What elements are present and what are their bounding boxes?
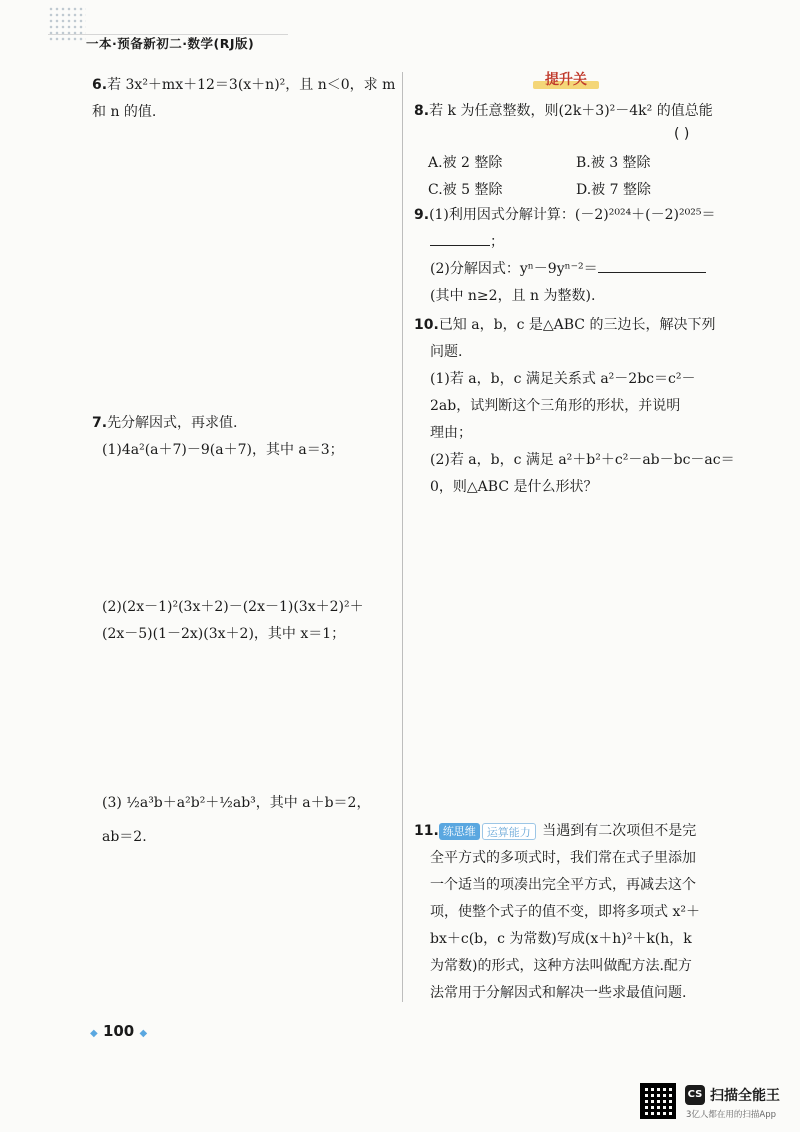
section-label: 提升关	[531, 70, 601, 90]
option-b: B.被 3 整除	[576, 155, 651, 171]
subquestion-2: (2)分解因式：yⁿ－9yⁿ⁻²＝	[430, 261, 598, 277]
question-7-part-2	[102, 594, 364, 648]
subquestion-1: (1)利用因式分解计算：(－2)²⁰²⁴＋(－2)²⁰²⁵＝	[429, 207, 716, 223]
tag-thinking: 练思维	[439, 823, 480, 840]
answer-parentheses: ( )	[674, 126, 690, 142]
question-number: 9.	[414, 207, 430, 223]
question-text: 当遇到有二次项但不是完	[542, 823, 697, 839]
question-8	[414, 98, 713, 125]
subquestion-2-line-1: (2)(2x－1)²(3x＋2)－(2x－1)(3x＋2)²＋	[102, 599, 364, 615]
subquestion-1: (1)4a²(a＋7)－9(a＋7)，其中 a＝3；	[102, 442, 344, 458]
question-text: 法常用于分解因式和解决一些求最值问题.	[430, 985, 687, 1001]
subquestion-1: 2ab，试判断这个三角形的形状，并说明	[430, 398, 681, 414]
subquestion-3-line-2: ab＝2.	[102, 829, 147, 845]
question-10	[414, 312, 735, 501]
subquestion-2-line-2: (2x－5)(1－2x)(3x＋2)，其中 x＝1；	[102, 626, 346, 642]
question-text: 为常数)的形式，这种方法叫做配方法.配方	[430, 958, 692, 974]
app-tagline: 3亿人都在用的扫描App	[686, 1110, 777, 1120]
answer-blank	[598, 259, 706, 273]
subquestion-1: 理由；	[430, 425, 472, 441]
option-d: D.被 7 整除	[576, 182, 651, 198]
question-text: 全平方式的多项式时，我们常在式子里添加	[430, 850, 696, 866]
subquestion-1: (1)若 a，b，c 满足关系式 a²－2bc＝c²－	[430, 371, 696, 387]
camscanner-logo-icon: CS	[685, 1085, 705, 1105]
question-8-options	[428, 150, 651, 204]
punctuation: ；	[490, 234, 504, 250]
page-number: ◆ 100 ◆	[90, 1022, 148, 1040]
question-number: 6.	[92, 77, 108, 93]
option-a: A.被 2 整除	[428, 155, 503, 171]
question-number: 10.	[414, 317, 439, 333]
qr-code-icon[interactable]	[640, 1083, 676, 1119]
question-9	[414, 202, 715, 310]
question-text: bx＋c(b，c 为常数)写成(x＋h)²＋k(h，k	[430, 931, 692, 947]
question-text: 项，使整个式子的值不变，即将多项式 x²＋	[430, 904, 700, 920]
subquestion-3-line-1: (3) ½a³b＋a²b²＋½ab³，其中 a＋b＝2，	[102, 795, 371, 811]
column-divider	[402, 72, 403, 1002]
question-text: 和 n 的值.	[92, 104, 157, 120]
subquestion-2: (2)若 a，b，c 满足 a²＋b²＋c²－ab－bc－ac＝	[430, 452, 735, 468]
running-head: 一本·预备新初二·数学(RJ版)	[86, 36, 255, 51]
app-name: 扫描全能王	[710, 1088, 780, 1104]
question-text: 一个适当的项凑出完全平方式，再减去这个	[430, 877, 696, 893]
question-number: 8.	[414, 103, 430, 119]
question-text: 若 k 为任意整数，则(2k＋3)²－4k² 的值总能	[429, 103, 713, 119]
subquestion-2-note: (其中 n≥2，且 n 为整数).	[430, 288, 596, 304]
question-number: 11.	[414, 823, 439, 839]
option-c: C.被 5 整除	[428, 182, 503, 198]
question-11	[414, 818, 700, 1007]
question-text: 问题.	[430, 344, 463, 360]
question-title: 先分解因式，再求值.	[107, 415, 238, 431]
question-7-part-3	[102, 786, 370, 854]
question-text: 若 3x²＋mx＋12＝3(x＋n)²，且 n＜0，求 m	[107, 77, 396, 93]
question-number: 7.	[92, 415, 108, 431]
header-dot-pattern	[48, 6, 86, 42]
question-7	[92, 410, 344, 464]
question-text: 已知 a，b，c 是△ABC 的三边长，解决下列	[438, 317, 716, 333]
question-6	[92, 72, 395, 126]
subquestion-2: 0，则△ABC 是什么形状？	[430, 479, 598, 495]
tag-skill: 运算能力	[482, 823, 536, 840]
answer-blank	[430, 232, 490, 246]
